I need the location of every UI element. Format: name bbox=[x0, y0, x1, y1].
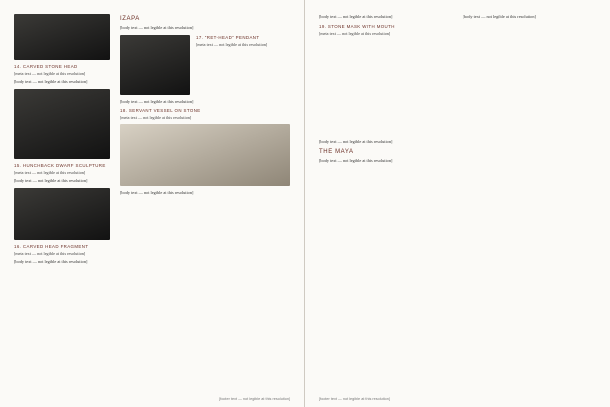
stone-mask-photo bbox=[319, 39, 453, 135]
entry-heading: 17. “RET-HEAD” PENDANT bbox=[196, 34, 260, 40]
section-body: [body text — not legible at this resolution] bbox=[120, 25, 194, 30]
entry-body: [body text — not legible at this resolution] bbox=[14, 79, 88, 85]
entry-meta: [meta text — not legible at this resolution] bbox=[319, 30, 391, 36]
entry-heading: 16. CARVED HEAD FRAGMENT bbox=[14, 244, 89, 249]
entry-heading: 14. CARVED STONE HEAD bbox=[14, 64, 78, 69]
left-page-column-2 bbox=[120, 14, 290, 384]
page-footer: [footer text — not legible at this resolution] bbox=[219, 397, 290, 401]
carved-stone-head-photo bbox=[14, 14, 110, 60]
servant-vessel-photo bbox=[120, 124, 290, 186]
page-footer: [footer text — not legible at this resolution] bbox=[319, 397, 390, 401]
entry-body: [body text — not legible at this resolution] bbox=[120, 189, 194, 195]
entry-meta: [meta text — not legible at this resolution] bbox=[14, 71, 86, 76]
carved-head-fragment-photo bbox=[14, 188, 110, 240]
left-page-column-1 bbox=[14, 14, 110, 384]
entry-heading: 19. STONE MASK WITH MOUTH bbox=[319, 23, 395, 29]
section-title: THE MAYA bbox=[319, 148, 354, 155]
entry-body: [body text — not legible at this resolution] bbox=[319, 139, 393, 144]
section-body: [body text — not legible at this resolution] bbox=[319, 157, 393, 163]
entry-meta: [meta text — not legible at this resolution] bbox=[14, 170, 86, 175]
right-page-column-1 bbox=[319, 14, 453, 384]
section-body: [body text — not legible at this resolution] bbox=[462, 14, 536, 19]
entry-heading: 18. SERVANT VESSEL ON STONE bbox=[120, 108, 201, 114]
entry-meta: [meta text — not legible at this resolution] bbox=[14, 251, 86, 256]
entry-body: [body text — not legible at this resolution] bbox=[120, 98, 194, 104]
entry-meta: [meta text — not legible at this resolution] bbox=[120, 115, 192, 121]
entry-body: [body text — not legible at this resolution] bbox=[14, 178, 88, 184]
section-body: [body text — not legible at this resolution] bbox=[319, 14, 393, 19]
section-title: IZAPA bbox=[120, 16, 140, 22]
ret-head-pendant-photo bbox=[120, 35, 190, 95]
hunchback-dwarf-photo bbox=[14, 89, 110, 159]
right-page-column-2 bbox=[463, 14, 597, 384]
right-page bbox=[305, 0, 610, 407]
entry-heading: 15. HUNCHBACK DWARF SCULPTURE bbox=[14, 163, 106, 168]
entry-body: [body text — not legible at this resolution] bbox=[14, 259, 88, 265]
ret-head-pendant-figure bbox=[120, 35, 290, 99]
entry-meta: [meta text — not legible at this resolution] bbox=[196, 41, 268, 47]
